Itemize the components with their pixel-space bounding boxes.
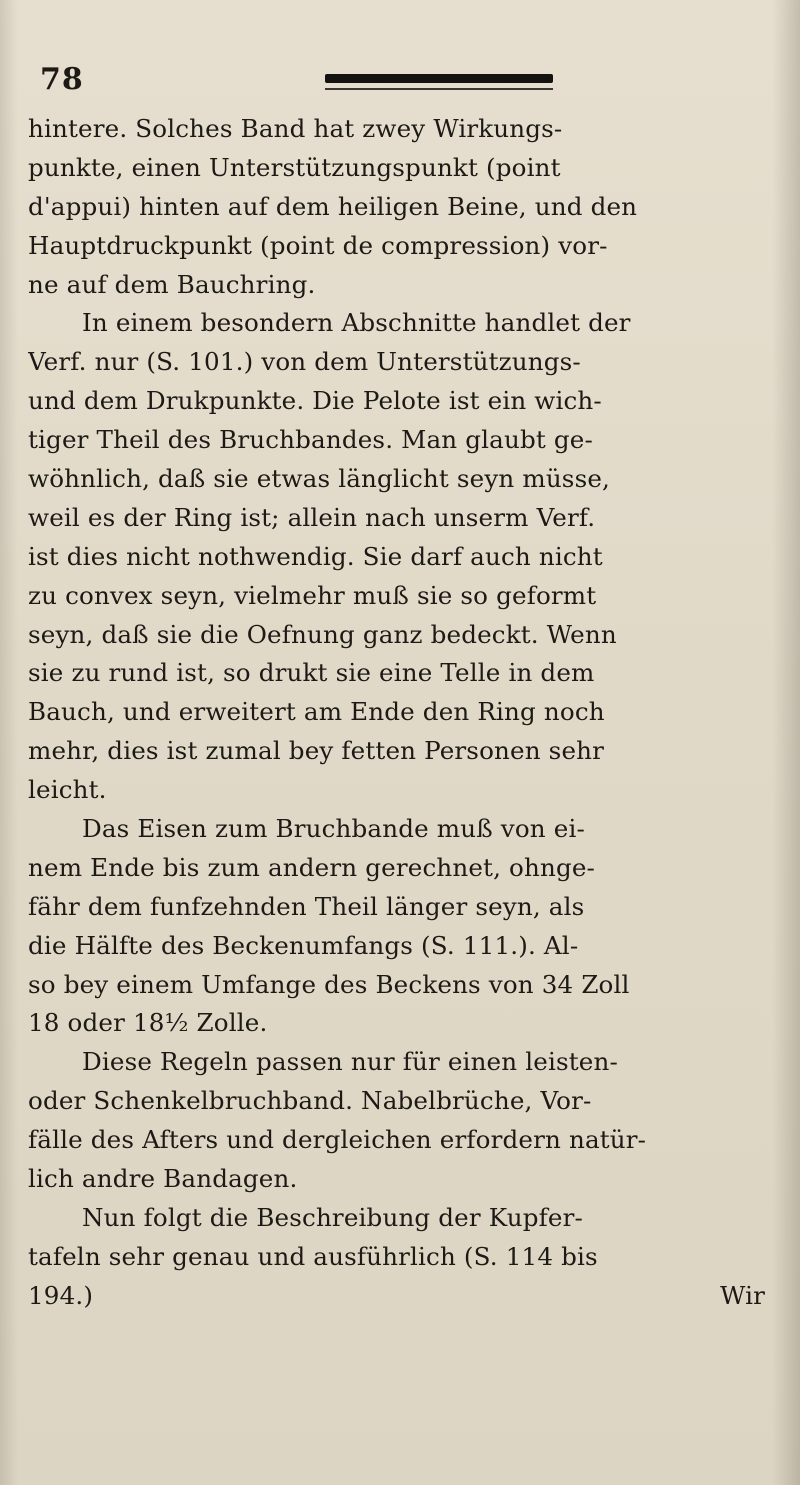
text-line: fähr dem funfzehnden Theil länger seyn, als <box>28 891 585 921</box>
text-line: Verf. nur (S. 101.) von dem Unterstützungs- <box>28 347 581 377</box>
header-rule-thick <box>325 74 553 83</box>
text-line: seyn, daß sie die Oefnung ganz bedeckt. Wenn <box>28 619 617 649</box>
text-line: ne auf dem Bauchring. <box>28 269 316 299</box>
text-line: Bauch, und erweitert am Ende den Ring noch <box>28 697 605 727</box>
page-gutter-shadow <box>0 0 18 1485</box>
text-line: 18 oder 18½ Zolle. <box>28 1008 268 1038</box>
text-line: tiger Theil des Bruchbandes. Man glaubt ge- <box>28 425 593 455</box>
text-line: nem Ende bis zum andern gerechnet, ohnge- <box>28 852 596 882</box>
text-line: so bey einem Umfange des Beckens von 34 Zoll <box>28 969 630 999</box>
text-line: fälle des Afters und dergleichen erfordern natür- <box>28 1125 647 1155</box>
text-line: punkte, einen Unterstützungspunkt (point <box>28 152 561 182</box>
text-line: In einem besondern Abschnitte handlet der <box>82 308 631 338</box>
page-number: 78 <box>40 62 84 97</box>
catchword: Wir <box>720 1280 765 1310</box>
header-rule-thin <box>325 88 553 90</box>
text-line: leicht. <box>28 775 107 805</box>
text-line: weil es der Ring ist; allein nach unserm Verf. <box>28 502 596 532</box>
text-line: Diese Regeln passen nur für einen leisten- <box>82 1047 618 1077</box>
text-line: Das Eisen zum Bruchbande muß von ei- <box>82 814 585 844</box>
text-line: hintere. Solches Band hat zwey Wirkungs- <box>28 114 563 143</box>
text-line: 194.) <box>28 1280 94 1310</box>
text-line: lich andre Bandagen. <box>28 1164 298 1194</box>
text-line: Hauptdruckpunkt (point de compression) vor- <box>28 230 608 260</box>
text-line: tafeln sehr genau und ausführlich (S. 114 bis <box>28 1241 598 1271</box>
text-line: die Hälfte des Beckenumfangs (S. 111.). Al- <box>28 930 579 960</box>
text-line: ist dies nicht nothwendig. Sie darf auch nicht <box>28 541 603 571</box>
text-line: zu convex seyn, vielmehr muß sie so geformt <box>28 580 597 610</box>
text-line: sie zu rund ist, so drukt sie eine Telle in dem <box>28 658 595 688</box>
text-line: wöhnlich, daß sie etwas länglicht seyn müsse, <box>28 464 611 494</box>
text-line: Nun folgt die Beschreibung der Kupfer- <box>82 1202 583 1232</box>
text-line: d'appui) hinten auf dem heiligen Beine, und den <box>28 191 638 221</box>
page-edge-shadow <box>772 0 800 1485</box>
text-line: oder Schenkelbruchband. Nabelbrüche, Vor- <box>28 1086 592 1116</box>
text-line: mehr, dies ist zumal bey fetten Personen sehr <box>28 736 605 766</box>
body-text <box>28 110 773 1316</box>
text-line: und dem Drukpunkte. Die Pelote ist ein wich- <box>28 386 602 416</box>
